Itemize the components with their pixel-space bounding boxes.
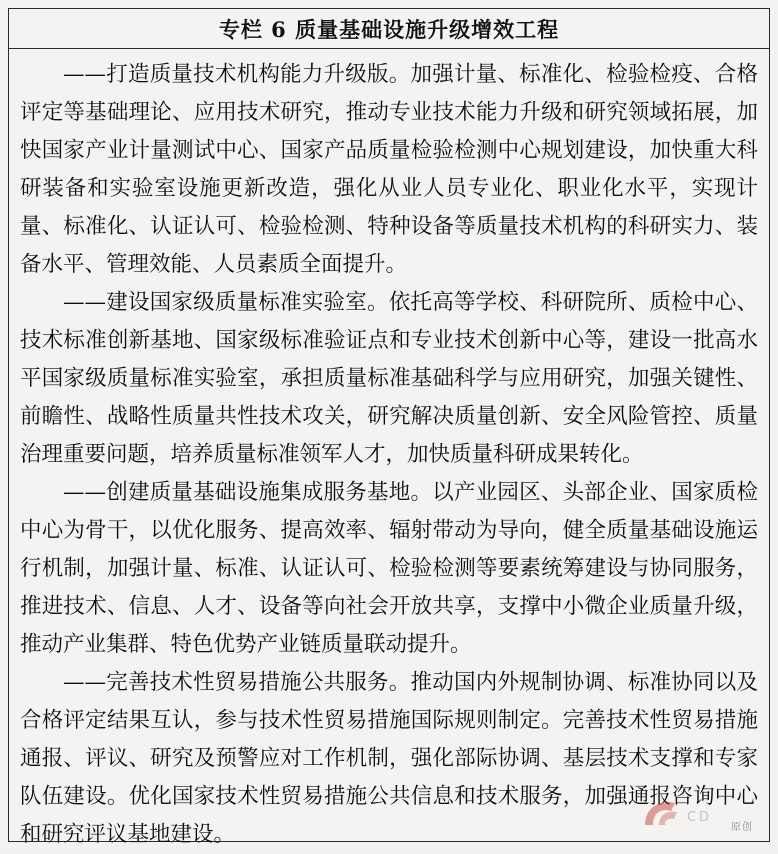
paragraph-1: ——打造质量技术机构能力升级版。加强计量、标准化、检验检疫、合格评定等基础理论、应用技术研究，推动专业技术能力升级和研究领域拓展，加快国家产业计量测试中心、国家产品质量检验检测中心规划建设，加快重大科研装备和实验室设施更新改造，强化从业人员专业化、职业化水平，实现计量、标准化、认证认可、检验检测、特种设备等质量技术机构的科研实力、装备水平、管理效能、人员素质全面提升。 [20, 62, 758, 277]
callout-body [9, 49, 769, 854]
paragraph-2: ——建设国家级质量标准实验室。依托高等学校、科研院所、质检中心、技术标准创新基地、国家级标准验证点和专业技术创新中心等，建设一批高水平国家级质量标准实验室，承担质量标准基础科学与应用研究，加强关键性、前瞻性、战略性质量共性技术攻关，研究解决质量创新、安全风险管控、质量治理重要问题，培养质量标准领军人才，加快质量科研成果转化。 [20, 290, 758, 467]
watermark-label: 原创 [731, 822, 753, 833]
svg-text:C: C [687, 810, 697, 825]
callout-box [8, 8, 770, 847]
svg-text:D: D [699, 810, 710, 825]
paragraph-4: ——完善技术性贸易措施公共服务。推动国内外规制协调、标准协同以及合格评定结果互认，参与技术性贸易措施国际规则制定。完善技术性贸易措施通报、评议、研究及预警应对工作机制，强化部际协调、基层技术支撑和专家队伍建设。优化国家技术性贸易措施公共信息和技术服务，加强通报咨询中心和研究评议基地建设。 [20, 670, 758, 847]
paragraph-3: ——创建质量基础设施集成服务基地。以产业园区、头部企业、国家质检中心为骨干，以优化服务、提高效率、辐射带动为导向，健全质量基础设施运行机制，加强计量、标准、认证认可、检验检测等要素统筹建设与协同服务，推进技术、信息、人才、设备等向社会开放共享，支撑中小微企业质量升级，推动产业集群、特色优势产业链质量联动提升。 [20, 480, 758, 657]
page-title: 专栏 6 质量基础设施升级增效工程 [218, 16, 560, 42]
callout-title-bar [9, 9, 769, 49]
